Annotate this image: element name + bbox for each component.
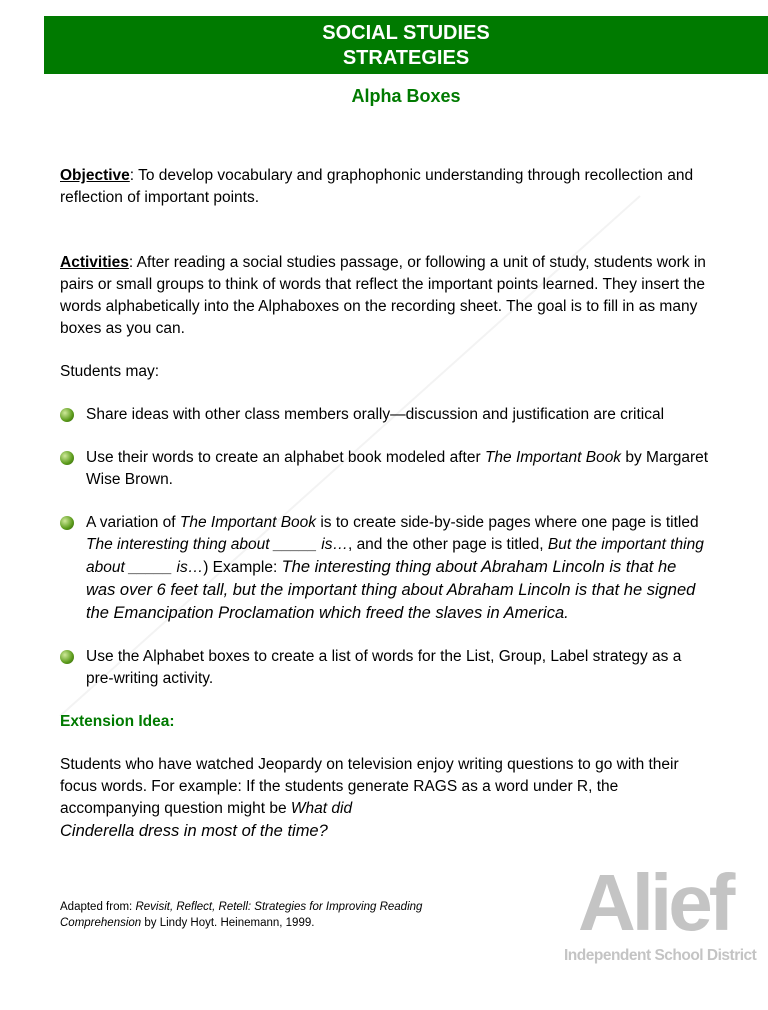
list-item xyxy=(60,512,710,625)
book-title: The Important Book xyxy=(179,514,317,531)
bullet-text: Use their words to create an alphabet book modeled after xyxy=(86,449,485,466)
bullet-text: ) Example: xyxy=(203,559,282,576)
bullet-icon xyxy=(60,516,74,530)
activities-label: Activities xyxy=(60,254,129,271)
extension-question: What did xyxy=(290,800,353,817)
bullet-text: is to create side-by-side pages where one page is titled xyxy=(316,514,699,531)
template-text: The interesting thing about _____ is… xyxy=(86,536,348,553)
bullet-icon xyxy=(60,650,74,664)
citation-title: Revisit, Reflect, Retell: Strategies for Improving Reading xyxy=(135,901,423,913)
logo-subtitle: Independent School District xyxy=(564,947,757,964)
logo-wordmark: Alief xyxy=(578,858,732,947)
bullet-icon xyxy=(60,451,74,465)
extension-question: Cinderella dress in most of the time? xyxy=(60,822,328,840)
bullet-text: , and the other page is titled, xyxy=(347,536,548,553)
header-banner xyxy=(44,16,768,74)
list-item xyxy=(60,646,710,690)
list-item xyxy=(60,447,710,491)
objective-label: Objective xyxy=(60,167,130,184)
activities-text: : After reading a social studies passage, or following a unit of study, students work in pairs or small groups to think of words that reflect the important points learned. They insert the words alphabetically into the Alphaboxes on the recording sheet. The goal is to fill in as many boxes as you can. xyxy=(60,254,706,337)
activities-paragraph xyxy=(60,252,710,340)
book-title: The Important Book xyxy=(484,449,622,466)
bullet-icon xyxy=(60,408,74,422)
bullet-text: A variation of xyxy=(86,514,180,531)
citation xyxy=(60,899,500,931)
bullet-list xyxy=(60,404,710,690)
example-text: The interesting thing about Abraham Lincoln is that he was over 6 feet tall, but the important thing about Abraham Lincoln is that he signed the Emancipation Proclamation which freed the slaves in America. xyxy=(86,558,696,622)
bullet-text: by Margaret Wise Brown. xyxy=(86,449,709,488)
extension-label: Extension Idea: xyxy=(60,713,175,730)
extension-text: Students who have watched Jeopardy on television enjoy writing questions to go with their focus words. For example: If the students generate RAGS as a word under R, the accompanying question might be xyxy=(60,756,679,817)
template-text: But the important thing about _____ is… xyxy=(86,536,704,576)
bullet-text: Share ideas with other class members orally—discussion and justification are critical xyxy=(86,406,665,423)
header-line-2: STRATEGIES xyxy=(342,47,470,69)
main-content xyxy=(60,165,710,843)
citation-suffix: by Lindy Hoyt. Heinemann, 1999. xyxy=(141,917,315,929)
header-line-1: SOCIAL STUDIES xyxy=(322,22,490,44)
objective-text: : To develop vocabulary and graphophonic understanding through recollection and reflection of important points. xyxy=(60,167,694,206)
page-subtitle: Alpha Boxes xyxy=(351,86,461,106)
list-item xyxy=(60,404,710,426)
citation-prefix: Adapted from: xyxy=(60,901,136,913)
students-may: Students may: xyxy=(60,363,160,380)
page-bottom xyxy=(60,858,768,985)
bullet-text: Use the Alphabet boxes to create a list of words for the List, Group, Label strategy as a pre-writing activity. xyxy=(86,648,682,687)
extension-paragraph xyxy=(60,754,710,843)
objective-paragraph xyxy=(60,165,710,209)
citation-title: Comprehension xyxy=(60,917,142,929)
alief-logo xyxy=(564,858,768,973)
